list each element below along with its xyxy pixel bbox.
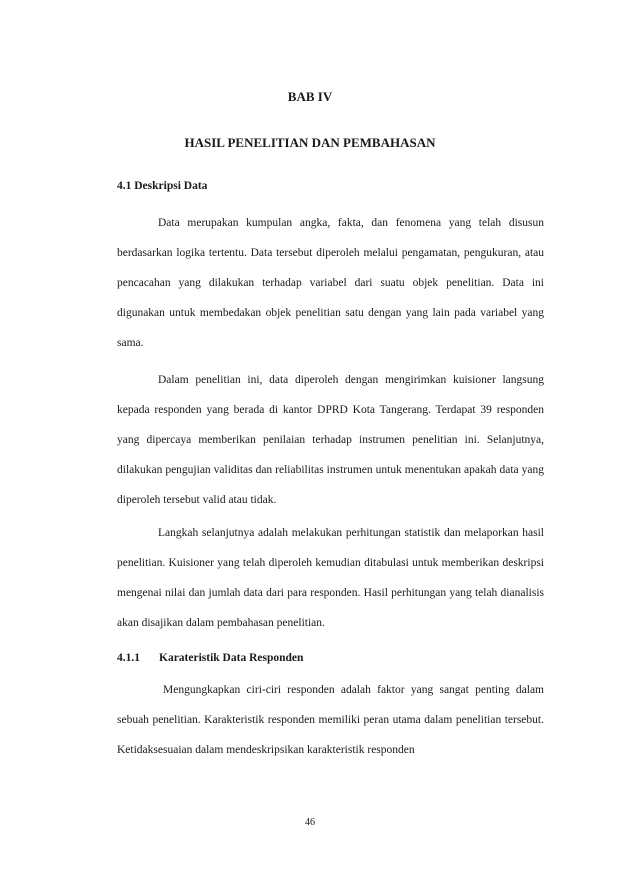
section-number: 4.1.1 xyxy=(117,652,140,664)
chapter-title: HASIL PENELITIAN DAN PEMBAHASAN xyxy=(184,135,436,150)
chapter-number: BAB IV xyxy=(287,89,333,104)
section-title: Karateristik Data Responden xyxy=(159,652,304,664)
page-number: 46 xyxy=(305,817,315,828)
paragraph-next-steps: Langkah selanjutnya adalah melakukan perhitungan statistik dan melaporkan hasil penelitian. Kuisioner yang telah diperoleh kemudian ditabulasi untuk memberikan deskripsi mengenai nilai dan jumlah data dari para responden. Hasil perhitungan yang telah dianalisis akan disajikan dalam pembahasan penelitian. xyxy=(117,527,544,629)
section-heading-4-1-1 xyxy=(117,652,303,664)
paragraph-data-collection: Dalam penelitian ini, data diperoleh dengan mengirimkan kuisioner langsung kepada responden yang berada di kantor DPRD Kota Tangerang. Terdapat 39 responden yang dipercaya memberikan penilaian terhadap instrumen penelitian ini. Selanjutnya, dilakukan pengujian validitas dan reliabilitas instrumen untuk menentukan apakah data yang diperoleh tersebut valid atau tidak. xyxy=(117,374,544,506)
paragraph-data-definition: Data merupakan kumpulan angka, fakta, dan fenomena yang telah disusun berdasarkan logika tertentu. Data tersebut diperoleh melalui pengamatan, pengukuran, atau pencacahan yang dilakukan terhadap variabel dari suatu objek penelitian. Data ini digunakan untuk membedakan objek penelitian satu dengan yang lain pada variabel yang sama. xyxy=(117,217,544,349)
section-heading-4-1: 4.1 Deskripsi Data xyxy=(117,180,208,192)
paragraph-respondent-characteristics: Mengungkapkan ciri-ciri responden adalah faktor yang sangat penting dalam sebuah penelitian. Karakteristik responden memiliki peran utama dalam penelitian tersebut. Ketidaksesuaian dalam mendeskripsikan karakteristik responden xyxy=(117,684,544,756)
